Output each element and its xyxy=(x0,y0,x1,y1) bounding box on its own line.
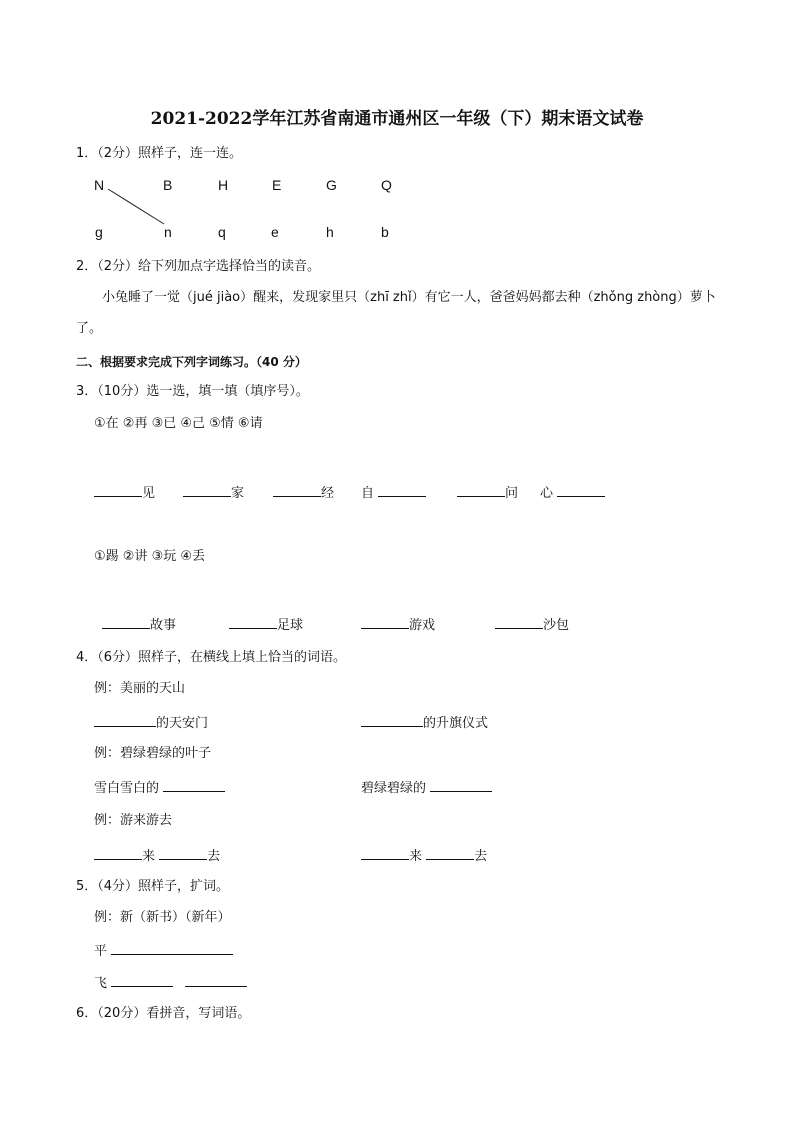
answer-blank[interactable] xyxy=(430,779,492,792)
q5-fill-item: 飞 xyxy=(94,974,247,992)
answer-blank[interactable] xyxy=(557,484,605,497)
answer-blank[interactable] xyxy=(361,714,423,727)
answer-blank[interactable] xyxy=(111,942,233,955)
answer-blank[interactable] xyxy=(159,847,207,860)
q3-fill-item: 心 xyxy=(540,484,605,502)
q1-lower-letter: b xyxy=(381,224,389,240)
q3-fill-item: 足球 xyxy=(229,616,303,634)
answer-blank[interactable] xyxy=(361,847,409,860)
q3-fill-item: 见 xyxy=(94,484,155,502)
q3-fill-item: 沙包 xyxy=(495,616,569,634)
q6-prompt: 6．（20分）看拼音，写词语。 xyxy=(76,1006,251,1021)
answer-blank[interactable] xyxy=(183,484,231,497)
q1-upper-letter: Q xyxy=(381,177,392,193)
answer-blank[interactable] xyxy=(361,616,409,629)
q1-lower-letter: e xyxy=(271,224,279,240)
q5-fill-item: 平 xyxy=(94,942,233,960)
q3-fill-item: 故事 xyxy=(102,616,176,634)
answer-blank[interactable] xyxy=(94,714,156,727)
q3-options-2: ①踢 ②讲 ③玩 ④丢 xyxy=(94,549,206,564)
q4-fill-item: 碧绿碧绿的 xyxy=(361,779,492,797)
answer-blank[interactable] xyxy=(102,616,150,629)
q5-prompt: 5．（4分）照样子，扩词。 xyxy=(76,879,230,894)
q3-options-1: ①在 ②再 ③已 ④己 ⑤情 ⑥请 xyxy=(94,416,263,431)
answer-blank[interactable] xyxy=(426,847,474,860)
q4-example-3: 例：游来游去 xyxy=(94,813,173,828)
q1-upper-letter: G xyxy=(326,177,337,193)
q1-lower-letter: h xyxy=(326,224,334,240)
q3-fill-item: 经 xyxy=(273,484,334,502)
q5-example: 例：新（新书）（新年） xyxy=(94,910,231,925)
answer-blank[interactable] xyxy=(94,484,142,497)
answer-blank[interactable] xyxy=(378,484,426,497)
q4-fill-item: 的升旗仪式 xyxy=(361,714,488,732)
q1-lower-letter: q xyxy=(218,224,226,240)
q4-fill-item: 来 去 xyxy=(94,847,220,865)
q1-upper-letter: E xyxy=(272,177,282,193)
answer-blank[interactable] xyxy=(163,779,225,792)
q4-prompt: 4．（6分）照样子，在横线上填上恰当的词语。 xyxy=(76,650,347,665)
q3-fill-item: 问 xyxy=(457,484,518,502)
q3-prompt: 3．（10分）选一选，填一填（填序号）。 xyxy=(76,384,309,399)
q1-upper-letter: H xyxy=(218,177,229,193)
q4-example-2: 例：碧绿碧绿的叶子 xyxy=(94,746,212,761)
q1-upper-letter: N xyxy=(94,177,105,193)
q4-fill-item: 来 去 xyxy=(361,847,487,865)
answer-blank[interactable] xyxy=(94,847,142,860)
q1-example-connecting-line xyxy=(100,180,180,232)
answer-blank[interactable] xyxy=(457,484,505,497)
q3-fill-item: 游戏 xyxy=(361,616,435,634)
q2-prompt: 2．（2分）给下列加点字选择恰当的读音。 xyxy=(76,259,321,274)
answer-blank[interactable] xyxy=(495,616,543,629)
page-title: 2021-2022学年江苏省南通市通州区一年级（下）期末语文试卷 xyxy=(150,109,644,129)
answer-blank[interactable] xyxy=(273,484,321,497)
answer-blank[interactable] xyxy=(111,974,173,987)
q1-prompt: 1．（2分）照样子，连一连。 xyxy=(76,146,243,161)
q4-fill-item: 雪白雪白的 xyxy=(94,779,225,797)
q1-upper-letter: B xyxy=(163,177,173,193)
q1-lower-letter: g xyxy=(95,224,103,240)
q3-fill-item: 家 xyxy=(183,484,244,502)
q2-passage: 小兔睡了一觉（jué jiào）醒来，发现家里只（zhī zhǐ）有它一人，爸爸妈妈都去种（zhǒng zhòng）萝卜了。 xyxy=(76,290,716,336)
q1-lower-letter: n xyxy=(164,224,172,240)
q4-example-1: 例：美丽的天山 xyxy=(94,681,186,696)
answer-blank[interactable] xyxy=(185,974,247,987)
q4-fill-item: 的天安门 xyxy=(94,714,208,732)
answer-blank[interactable] xyxy=(229,616,277,629)
q3-fill-item: 自 xyxy=(361,484,426,502)
section-heading: 二、根据要求完成下列字词练习。（40 分） xyxy=(76,355,307,369)
